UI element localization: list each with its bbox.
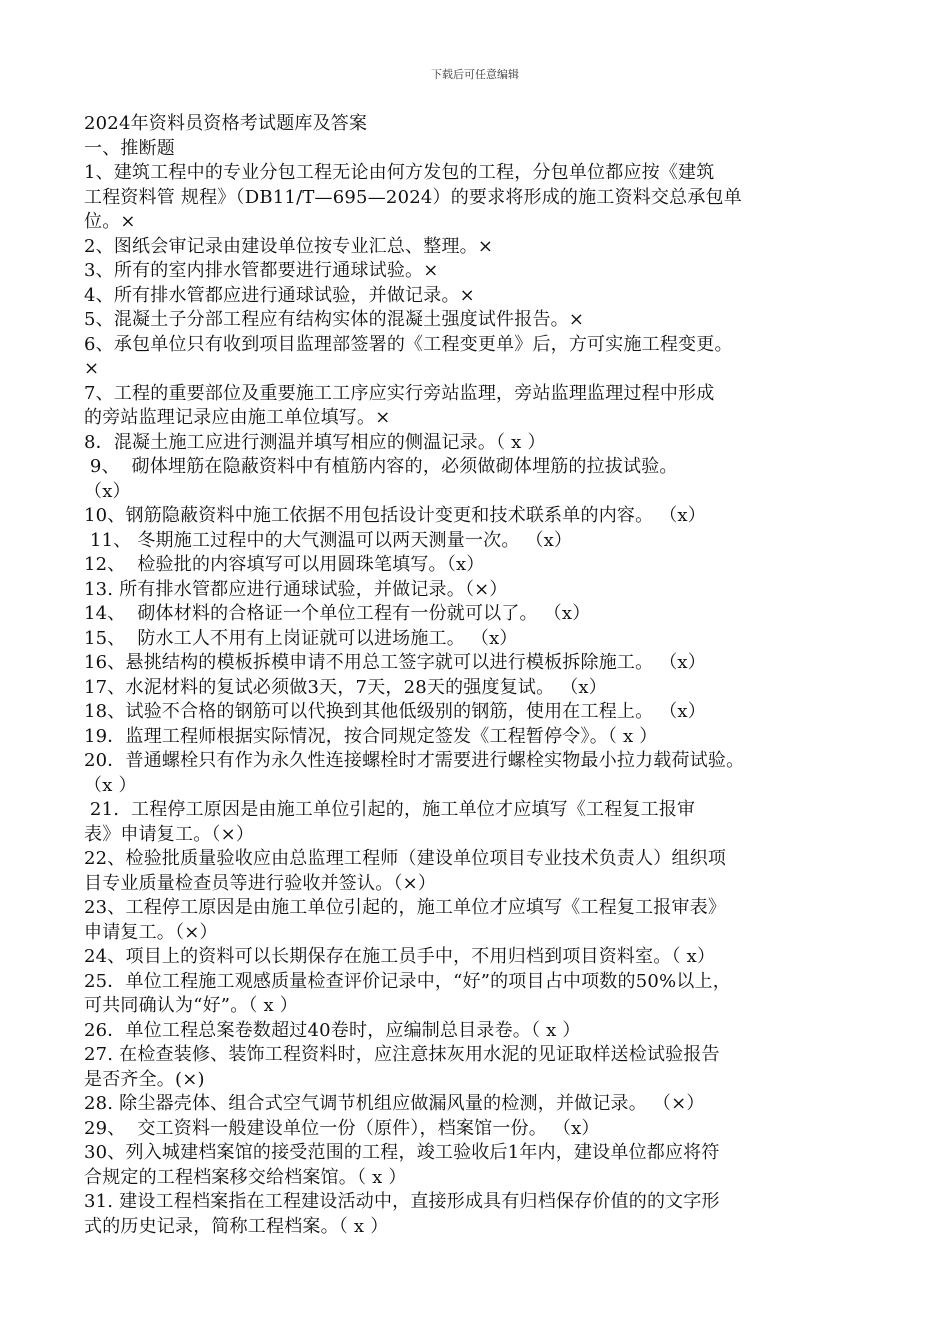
text-line: 25．单位工程施工观感质量检查评价记录中，“好”的项目占中项数的50%以上， bbox=[84, 970, 731, 992]
question-list bbox=[84, 161, 884, 1239]
text-line: 29、 交工资料一般建设单位一份（原件），档案馆一份。 （x） bbox=[84, 1117, 600, 1139]
text-line: 31. 建设工程档案指在工程建设活动中，直接形成具有归档保存价值的的文字形 bbox=[84, 1191, 720, 1212]
section-heading: 一、推断题 bbox=[84, 137, 175, 159]
text-line: （x ） bbox=[84, 774, 137, 796]
text-line: 表》申请复工。（×） bbox=[84, 823, 255, 845]
text-line: 14、 砌体材料的合格证一个单位工程有一份就可以了。 （x） bbox=[84, 603, 591, 624]
text-line: 19．监理工程师根据实际情况，按合同规定签发《工程暂停令》。（ x ） bbox=[84, 725, 658, 747]
text-line: 可共同确认为“好”。（ x ） bbox=[84, 995, 298, 1016]
text-line: 13. 所有排水管都应进行通球试验，并做记录。（×） bbox=[84, 578, 508, 600]
text-line: 27. 在检查装修、装饰工程资料时，应注意抹灰用水泥的见证取样送检试验报告 bbox=[84, 1044, 720, 1065]
text-line: × bbox=[84, 358, 100, 379]
document-body bbox=[84, 112, 884, 1239]
text-line: 30、列入城建档案馆的接受范围的工程，竣工验收后1年内，建设单位都应将符 bbox=[84, 1142, 720, 1163]
text-line: 合规定的工程档案移交给档案馆。（ x ） bbox=[84, 1166, 407, 1188]
text-line: 21. 工程停工原因是由施工单位引起的，施工单位才应填写《工程复工报审 bbox=[84, 799, 696, 820]
document-title: 2024年资料员资格考试题库及答案 bbox=[84, 113, 368, 134]
text-line: 4、所有排水管都应进行通球试验，并做记录。× bbox=[84, 284, 475, 306]
text-line: 24、项目上的资料可以长期保存在施工员手中，不用归档到项目资料室。（ x） bbox=[84, 946, 716, 967]
text-line: 15、 防水工人不用有上岗证就可以进场施工。 （x） bbox=[84, 627, 518, 649]
text-line: 23、工程停工原因是由施工单位引起的，施工单位才应填写《工程复工报审表》 bbox=[84, 897, 727, 918]
text-line: 8．混凝土施工应进行测温并填写相应的侧温记录。（ x ） bbox=[84, 431, 546, 453]
text-line: 目专业质量检查员等进行验收并签认。（×） bbox=[84, 872, 437, 894]
text-line: 5、混凝土子分部工程应有结构实体的混凝土强度试件报告。× bbox=[84, 309, 585, 330]
text-line: 9、 砌体埋筋在隐蔽资料中有植筋内容的，必须做砌体埋筋的拉拔试验。 bbox=[84, 456, 678, 477]
text-line: 2、图纸会审记录由建设单位按专业汇总、整理。× bbox=[84, 235, 494, 257]
text-line: 的旁站监理记录应由施工单位填写。× bbox=[84, 407, 391, 428]
header-note: 下载后可任意编辑 bbox=[431, 68, 519, 81]
text-line: 位。× bbox=[84, 211, 136, 232]
text-line: 18、试验不合格的钢筋可以代换到其他低级别的钢筋，使用在工程上。 （x） bbox=[84, 701, 706, 722]
text-line: 26．单位工程总案卷数超过40卷时，应编制总目录卷。（ x ） bbox=[84, 1019, 581, 1041]
text-line: 式的历史记录，简称工程档案。（ x ） bbox=[84, 1215, 389, 1237]
text-line: 6、承包单位只有收到项目监理部签署的《工程变更单》后，方可实施工程变更。 bbox=[84, 333, 733, 355]
text-line: 申请复工。（×） bbox=[84, 921, 218, 943]
text-line: 11、 冬期施工过程中的大气测温可以两天测量一次。 （x） bbox=[84, 529, 573, 551]
text-line: 7、工程的重要部位及重要施工工序应实行旁站监理，旁站监理监理过程中形成 bbox=[84, 382, 715, 404]
text-line: 20．普通螺栓只有作为永久性连接螺栓时才需要进行螺栓实物最小拉力载荷试验。 bbox=[84, 750, 745, 771]
text-line: 1、建筑工程中的专业分包工程无论由何方发包的工程，分包单位都应按《建筑 bbox=[84, 162, 715, 183]
text-line: （x） bbox=[84, 480, 131, 502]
text-line: 16、悬挑结构的模板拆模申请不用总工签字就可以进行模板拆除施工。 （x） bbox=[84, 652, 706, 673]
text-line: 10、钢筋隐蔽资料中施工依据不用包括设计变更和技术联系单的内容。 （x） bbox=[84, 505, 706, 526]
text-line: 工程资料管 规程》（DB11/T—695—2024）的要求将形成的施工资料交总承包单 bbox=[84, 186, 742, 208]
text-line: 28. 除尘器壳体、组合式空气调节机组应做漏风量的检测，并做记录。 （×） bbox=[84, 1093, 705, 1114]
text-line: 17、水泥材料的复试必须做3天，7天，28天的强度复试。 （x） bbox=[84, 676, 607, 698]
text-line: 是否齐全。(×) bbox=[84, 1068, 205, 1090]
text-line: 3、所有的室内排水管都要进行通球试验。× bbox=[84, 260, 439, 281]
text-line: 22、检验批质量验收应由总监理工程师（建设单位项目专业技术负责人）组织项 bbox=[84, 848, 727, 869]
text-line: 12、 检验批的内容填写可以用圆珠笔填写。（x） bbox=[84, 554, 485, 575]
